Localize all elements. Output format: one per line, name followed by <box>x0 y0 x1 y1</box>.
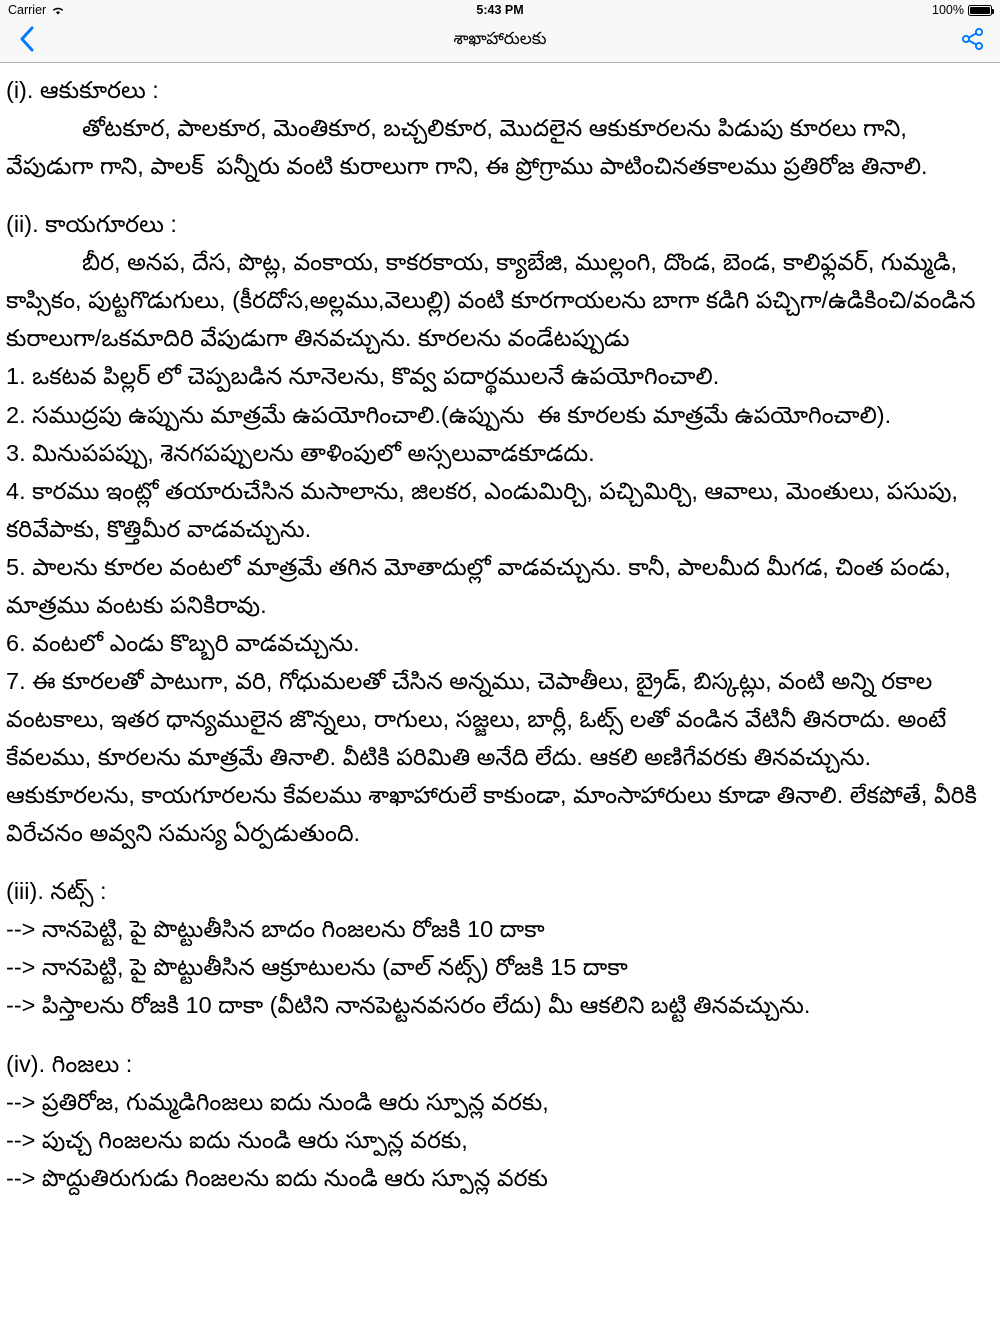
section-heading-ii: (ii). కాయగూరలు : <box>6 211 177 238</box>
status-bar-right <box>932 3 992 17</box>
nuts-item-3: --> పిస్తాలను రోజకి 10 దాకా (వీటిని నానపెట్టనవసరం లేదు) మీ ఆకలిని బట్టి తినవచ్చును. <box>6 992 811 1019</box>
share-button[interactable] <box>946 28 1000 55</box>
list-item-3: 3. మినుపపప్పు, శెనగపప్పులను తాళింపులో అస్సలువాడకూడదు. <box>6 439 595 466</box>
section-heading-iv: (iv). గింజలు : <box>6 1050 133 1077</box>
spacer-2 <box>6 852 994 872</box>
section-heading-i: (i). ఆకుకూరలు : <box>6 77 159 103</box>
status-bar <box>0 0 1000 20</box>
document-text <box>6 71 994 1197</box>
section-heading-iii: (iii). నట్స్ : <box>6 878 107 905</box>
chevron-left-icon <box>20 26 35 57</box>
list-item-4: 4. కారము ఇంట్లో తయారుచేసిన మసాలాను, జిలకర, ఎండుమిర్చి, పచ్చిమిర్చి, ఆవాలు, మెంతులు, పసుపు, కరివేపాకు, కొత్తిమీర వాడవచ్చును. <box>6 477 965 542</box>
section-body-ii: బీర, అనప, దేస, పొట్ల, వంకాయ, కాకరకాయ, క్యాబేజి, ముల్లంగి, దొండ, బెండ, కాలిఫ్లవర్, గుమ్మడి, కాప్సికం, పుట్టగొడుగులు, (కీరదోస,అల్లము,వెలుల్లి) వంటి కూరగాయలను బాగా కడిగి పచ్చిగా/ఉడికించి/వండిన కురాలుగా/ఒకమాదిరి వేపుడుగా తినవచ్చును. కూరలను వండేటప్పుడు <box>6 249 982 352</box>
list-item-7: 7. ఈ కూరలతో పాటుగా, వరి, గోధుమలతో చేసిన అన్నము, చెపాతీలు, బ్రైడ్, బిస్కట్లు, వంటి అన్ని రకాల వంటకాలు, ఇతర ధాన్యములైన జొన్నలు, రాగులు, సజ్జలు, బార్లీ, ఓట్స్ లతో వండిన వేటినీ తినరాదు. అంటే కేవలము, కూరలను మాత్రమే తినాలి. వీటికి పరిమితి అనేది లేదు. ఆకలి అణిగేవరకు తినవచ్చును. ఆకుకూరలను, కాయగూరలను కేవలము శాఖాహారులే కాకుండా, మాంసాహారులు కూడా తినాలి. లేకపోతే, వీరికి విరేచనం అవ్వని సమస్య ఏర్పడుతుంది. <box>6 667 984 847</box>
section-body-i: తోటకూర, పాలకూర, మెంతికూర, బచ్చలికూర, మొదలైన ఆకుకూరలను పిడుపు కూరలు గాని, వేపుడుగా గాని, పాలక్ పన్నీరు వంటి కురాలుగా గాని, ఈ ప్రోగ్రాము పాటించినతకాలము ప్రతిరోజ తినాలి. <box>6 115 928 180</box>
list-item-6: 6. వంటలో ఎండు కొబ్బరి వాడవచ్చును. <box>6 629 360 656</box>
list-item-2: 2. సముద్రపు ఉప్పును మాత్రమే ఉపయోగించాలి.(ఉప్పును ఈ కూరలకు మాత్రమే ఉపయోగించాలి). <box>6 401 892 428</box>
share-icon <box>961 28 985 55</box>
list-item-5: 5. పాలను కూరల వంటలో మాత్రమే తగిన మోతాదుల్లో వాడవచ్చును. కానీ, పాలమీద మీగడ, చింత పండు, మాత్రము వంటకు పనికిరావు. <box>6 553 958 618</box>
battery-icon <box>968 5 992 16</box>
wifi-icon <box>51 5 65 16</box>
battery-percent-label: 100% <box>932 3 964 17</box>
status-bar-left <box>8 3 65 17</box>
spacer-3 <box>6 1025 994 1045</box>
seeds-item-3: --> పొద్దుతిరుగుడు గింజలను ఐదు నుండి ఆరు స్పూన్ల వరకు <box>6 1164 548 1191</box>
list-item-1: 1. ఒకటవ పిల్లర్ లో చెప్పబడిన నూనెలను, కొవ్వ పదార్థములనే ఉపయోగించాలి. <box>6 363 720 390</box>
carrier-label: Carrier <box>8 3 47 17</box>
back-button[interactable] <box>0 26 54 57</box>
nuts-item-2: --> నానపెట్టి, పై పొట్టుతీసిన ఆక్రూటులను (వాల్ నట్స్) రోజకి 15 దాకా <box>6 954 628 981</box>
page-title: శాఖాహారులకు <box>453 29 547 48</box>
seeds-item-2: --> పుచ్చ గింజలను ఐదు నుండి ఆరు స్పూన్ల వరకు, <box>6 1126 468 1153</box>
navigation-bar <box>0 20 1000 63</box>
nuts-item-1: --> నానపెట్టి, పై పొట్టుతీసిన బాదం గింజలను రోజకి 10 దాకా <box>6 916 545 943</box>
status-bar-time: 5:43 PM <box>476 3 524 17</box>
seeds-item-1: --> ప్రతిరోజ, గుమ్మడిగింజలు ఐదు నుండి ఆరు స్పూన్ల వరకు, <box>6 1088 549 1115</box>
spacer-1 <box>6 185 994 205</box>
document-body[interactable] <box>0 63 1000 1334</box>
